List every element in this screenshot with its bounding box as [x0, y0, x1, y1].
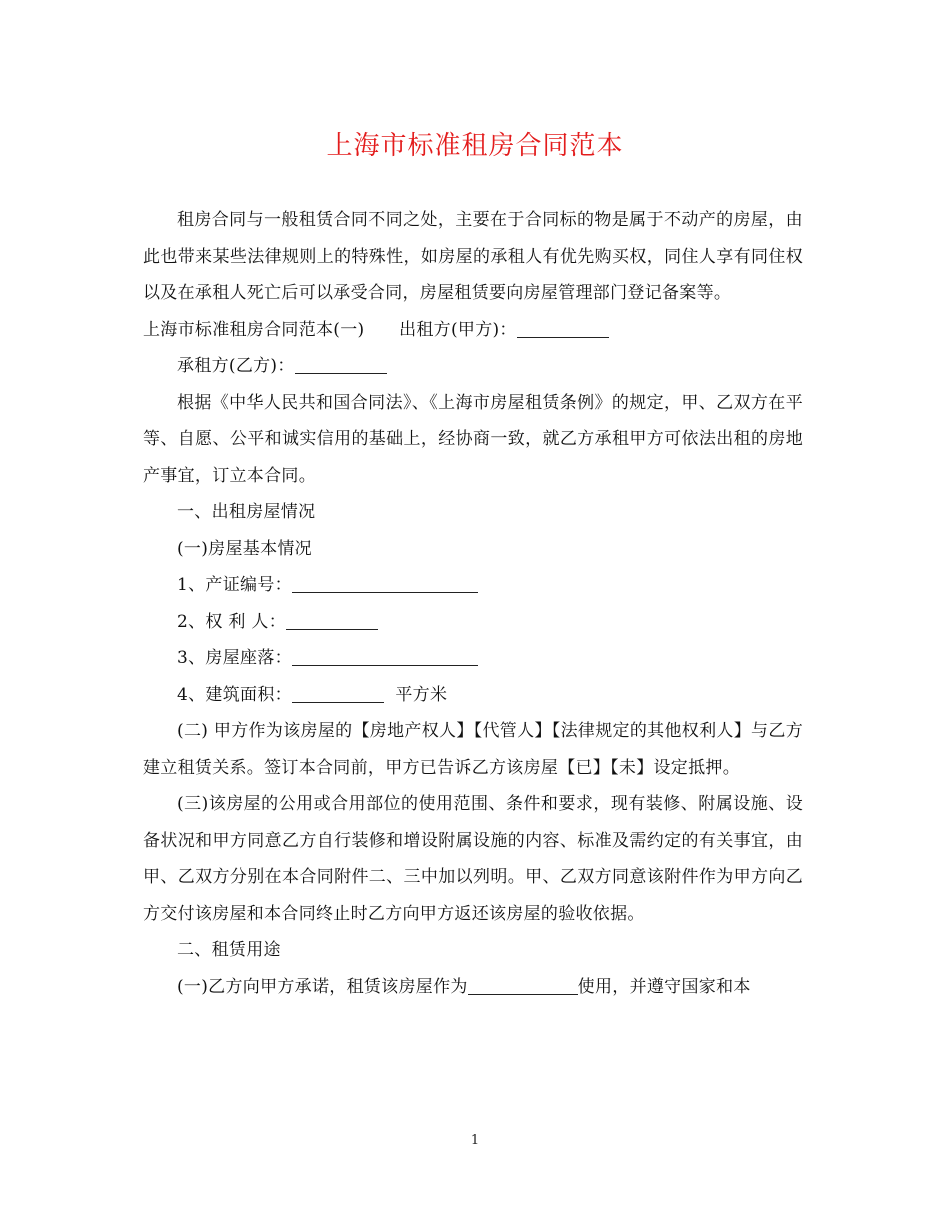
page-number: 1	[470, 1133, 480, 1148]
tenant-line	[143, 348, 803, 385]
paragraph-three: (三)该房屋的公用或合用部位的使用范围、条件和要求，现有装修、附属设施、设备状况和甲方同意乙方自行装修和增设附属设施的内容、标准及需约定的有关事宜，由甲、乙双方分别在本合同附件二、三中加以列明。甲、乙双方同意该附件作为甲方向乙方交付该房屋和本合同终止时乙方向甲方返还该房屋的验收依据。	[143, 794, 803, 924]
tenant-label: 承租方(乙方)：	[177, 356, 295, 376]
landlord-blank	[517, 320, 609, 338]
section-1-heading: 一、出租房屋情况	[177, 502, 316, 522]
item3-label: 3、房屋座落：	[177, 648, 292, 668]
intro-paragraph: 租房合同与一般租赁合同不同之处，主要在于合同标的物是属于不动产的房屋，由此也带来某些法律规则上的特殊性，如房屋的承租人有优先购买权，同住人享有同住权以及在承租人死亡后可以承受合同，房屋租赁要向房屋管理部门登记备案等。	[143, 210, 803, 303]
use-line-prefix: (一)乙方向甲方承诺，租赁该房屋作为	[177, 976, 468, 997]
item4-label: 4、建筑面积：	[177, 684, 292, 705]
area-unit: 平方米	[395, 684, 448, 705]
item-floor-area	[143, 677, 803, 714]
landlord-label: 上海市标准租房合同范本(一) 出租方(甲方)：	[143, 319, 517, 340]
use-line-suffix: 使用，并遵守国家和本	[577, 976, 751, 997]
use-line	[143, 969, 803, 1006]
floor-area-blank	[292, 685, 384, 703]
certificate-number-blank	[292, 575, 478, 593]
document-title: 上海市标准租房合同范本	[326, 131, 624, 161]
basis-paragraph: 根据《中华人民共和国合同法》、《上海市房屋租赁条例》的规定，甲、乙双方在平等、自愿、公平和诚实信用的基础上，经协商一致，就乙方承租甲方可依法出租的房地产事宜，订立本合同。	[143, 392, 803, 486]
item-certificate-number	[143, 567, 803, 604]
section-1-sub-heading: (一)房屋基本情况	[177, 538, 312, 559]
document-body	[143, 202, 803, 1005]
contract-heading-line	[143, 312, 803, 349]
item-location	[143, 640, 803, 677]
item1-label: 1、产证编号：	[177, 575, 292, 595]
section-2-heading: 二、租赁用途	[177, 940, 281, 960]
rights-holder-blank	[286, 612, 378, 630]
item-rights-holder	[143, 604, 803, 641]
tenant-blank	[295, 356, 387, 374]
paragraph-two: (二) 甲方作为该房屋的【房地产权人】【代管人】【法律规定的其他权利人】与乙方建立租赁关系。签订本合同前，甲方已告诉乙方该房屋【已】【未】设定抵押。	[143, 721, 803, 778]
location-blank	[292, 648, 478, 666]
use-blank	[468, 977, 578, 995]
item2-label: 2、权 利 人：	[177, 611, 287, 632]
